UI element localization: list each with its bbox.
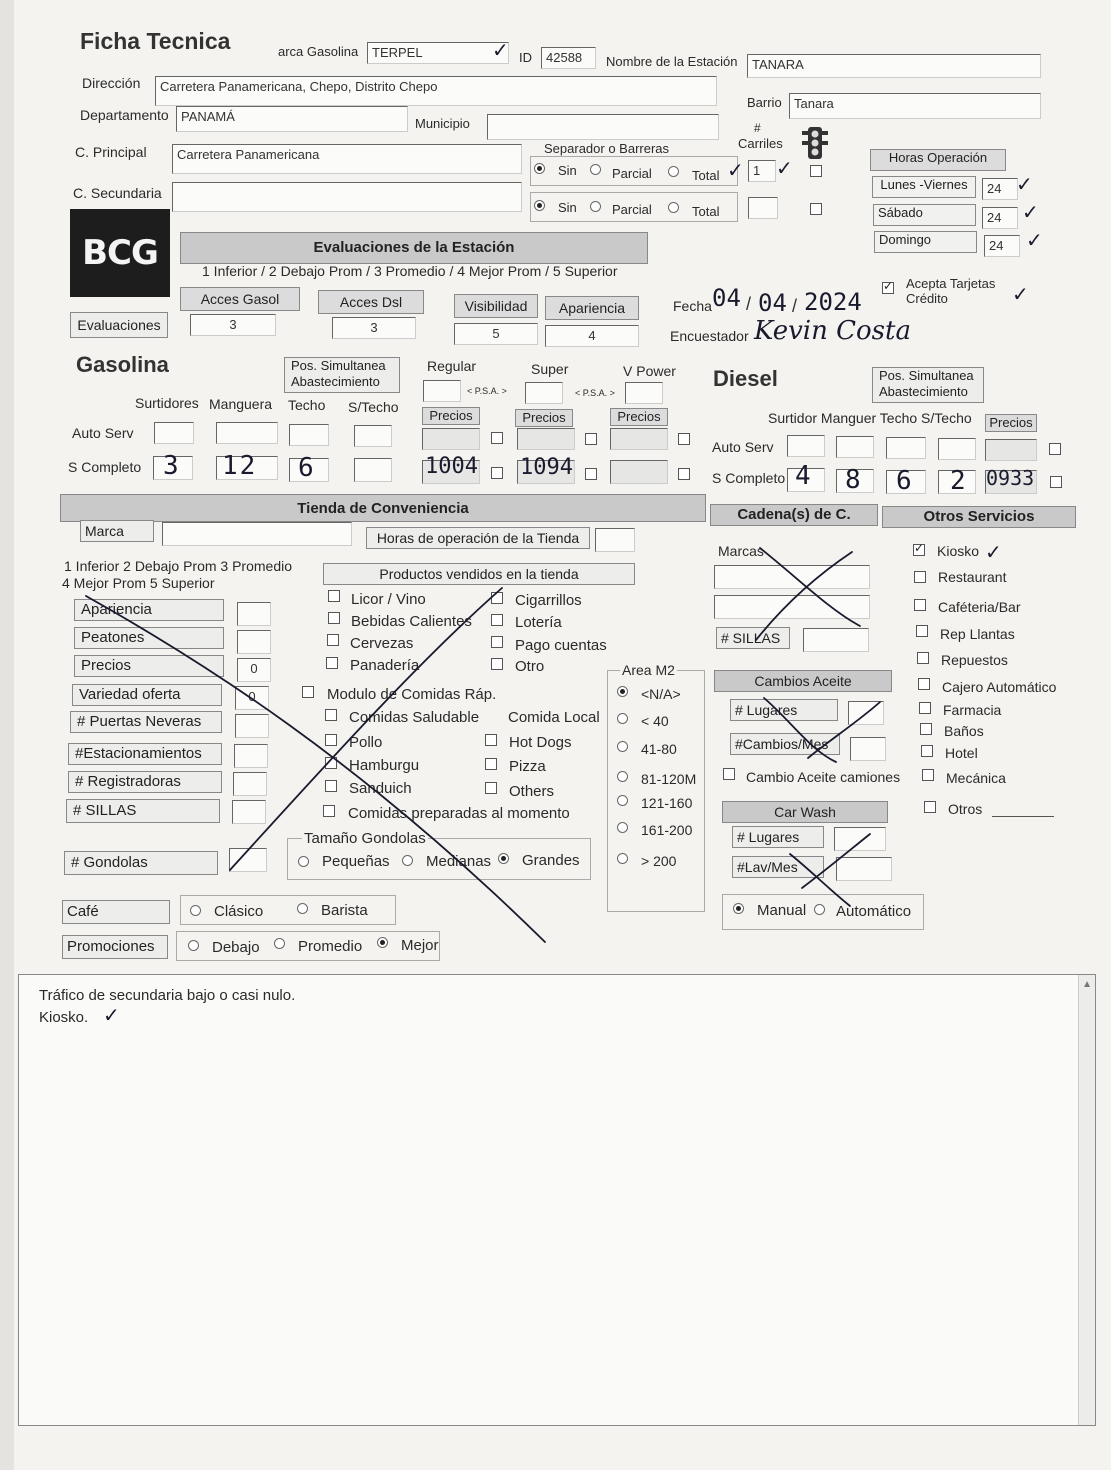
acces-gasol-label: Acces Gasol: [180, 287, 300, 311]
check-mark: ✓: [492, 40, 509, 62]
acepta-tarjetas-label-1: Acepta Tarjetas: [906, 276, 996, 291]
as-surtidores[interactable]: [154, 422, 194, 444]
sep2-total-label: Total: [692, 204, 720, 219]
tienda-scale-2: 4 Mejor Prom 5 Superior: [62, 575, 215, 591]
pollo-checkbox[interactable]: [325, 734, 337, 746]
sc-manguera: 12: [222, 451, 258, 481]
marca-label: arca Gasolina: [278, 44, 359, 59]
check-mark: ✓: [1026, 230, 1043, 252]
fecha-day[interactable]: 04: [712, 284, 741, 312]
horas-operacion-button[interactable]: Horas Operación: [870, 149, 1006, 171]
super-label: Super: [531, 361, 569, 377]
encuestador-value[interactable]: Kevin Costa: [754, 316, 911, 346]
sanduich-label: Sanduich: [349, 780, 412, 797]
area-label: Area M2: [622, 662, 675, 678]
prod-cervezas-checkbox[interactable]: [327, 634, 339, 646]
c-principal-label: C. Principal: [75, 144, 147, 160]
departamento-label: Departamento: [80, 107, 169, 123]
tamano-grandes-label: Grandes: [522, 852, 580, 869]
diesel-title: Diesel: [713, 366, 778, 391]
as-precio-vpower[interactable]: [610, 428, 668, 450]
as-vpower-check[interactable]: [678, 433, 690, 445]
d-sc-stecho: 2: [950, 466, 968, 496]
gondolas-field[interactable]: [229, 848, 267, 872]
tienda-val-puertas[interactable]: [235, 714, 269, 738]
cafe-clasico-label: Clásico: [214, 903, 264, 920]
area-81-120-radio[interactable]: [617, 771, 628, 782]
sc-precio-vpower[interactable]: [610, 460, 668, 484]
as-manguera[interactable]: [216, 422, 278, 444]
psa-label: < P.S.A. >: [575, 388, 615, 398]
d-as-precio[interactable]: [985, 439, 1037, 461]
marca-label: Marca: [80, 520, 154, 542]
lunes-viernes-field[interactable]: 24: [982, 178, 1018, 200]
fecha-sep: /: [746, 294, 752, 314]
diesel-auto-serv: Auto Serv: [712, 439, 774, 455]
evaluaciones-header: Evaluaciones de la Estación: [180, 232, 648, 264]
comida-saludable-checkbox[interactable]: [325, 709, 337, 721]
area-na-radio[interactable]: [617, 686, 628, 697]
otros-hotel-checkbox[interactable]: [921, 745, 933, 757]
others-checkbox[interactable]: [485, 782, 497, 794]
diesel-pos-simultanea: [872, 367, 984, 403]
otros-underline: [992, 816, 1054, 817]
carriles-check-2[interactable]: [810, 203, 822, 215]
carriles-field-2[interactable]: [748, 197, 778, 219]
area-40-label: < 40: [641, 713, 669, 729]
otros-banos-label: Baños: [944, 723, 984, 739]
d-as-surtidor[interactable]: [787, 435, 825, 457]
promo-promedio-label: Promedio: [298, 938, 363, 955]
horas-tienda-field[interactable]: [595, 528, 635, 552]
encuestador-label: Encuestador: [670, 328, 749, 344]
sep2-sin-radio[interactable]: [534, 200, 545, 211]
otros-repuestos-label: Repuestos: [941, 652, 1008, 668]
page-title: Ficha Tecnica: [80, 28, 231, 54]
ca-cambios-mes-label: #Cambios/Mes: [730, 733, 840, 755]
cw-lav-mes-label: #Lav/Mes: [732, 856, 824, 878]
marcas-field-2[interactable]: [714, 595, 870, 619]
area-200-label: > 200: [641, 853, 677, 869]
prod-loteria-label: Lotería: [515, 614, 562, 631]
tienda-row-apariencia: Apariencia: [74, 599, 224, 621]
check-mark: ✓: [985, 542, 1002, 564]
municipio-field[interactable]: [487, 114, 719, 140]
d-as-manguera[interactable]: [836, 436, 874, 458]
tienda-header: Tienda de Conveniencia: [60, 494, 706, 522]
cadena-sillas-field[interactable]: [803, 628, 869, 652]
gasolina-pos-simultanea: [284, 357, 400, 393]
scroll-up-icon[interactable]: ▲: [1082, 979, 1092, 990]
gondolas-label: # Gondolas: [64, 851, 218, 875]
precios-regular-label: Precios: [422, 407, 480, 425]
sep1-total-radio[interactable]: [668, 166, 679, 177]
promociones-label: Promociones: [62, 935, 168, 959]
prod-otro-label: Otro: [515, 658, 545, 675]
otros-farmacia-checkbox[interactable]: [919, 702, 931, 714]
carriles-hash: #: [754, 121, 761, 135]
hotdogs-checkbox[interactable]: [485, 734, 497, 746]
otros-llantas-label: Rep Llantas: [940, 626, 1015, 642]
tienda-scale-1: 1 Inferior 2 Debajo Prom 3 Promedio: [64, 558, 292, 574]
cadena-sillas-label: # SILLAS: [716, 627, 790, 649]
apariencia-field[interactable]: 4: [545, 325, 639, 347]
acepta-tarjetas-checkbox[interactable]: [882, 282, 894, 294]
sep1-sin-label: Sin: [558, 163, 577, 178]
otros-header: Otros Servicios: [882, 506, 1076, 528]
sabado-field[interactable]: 24: [982, 207, 1018, 229]
area-na-label: <N/A>: [641, 686, 681, 702]
prod-licor-label: Licor / Vino: [351, 591, 426, 608]
preparadas-checkbox[interactable]: [323, 805, 335, 817]
hotdogs-label: Hot Dogs: [509, 734, 572, 751]
bcg-logo: BCG: [70, 209, 170, 297]
diesel-precios-label: Precios: [985, 414, 1037, 432]
acces-dsl-field[interactable]: 3: [332, 317, 416, 339]
sep1-sin-radio[interactable]: [534, 163, 545, 174]
modulo-checkbox[interactable]: [302, 686, 314, 698]
tienda-row-precios: Precios: [74, 655, 224, 677]
apariencia-label: Apariencia: [545, 296, 639, 320]
otros-hotel-label: Hotel: [945, 745, 978, 761]
otros-otros-checkbox[interactable]: [924, 801, 936, 813]
sep2-parcial-radio[interactable]: [590, 201, 601, 212]
vpower-label: V Power: [623, 363, 676, 379]
tienda-val-estacionamientos[interactable]: [234, 744, 268, 768]
pos-line-2: Abastecimiento: [879, 384, 968, 399]
acepta-tarjetas-label-2: Crédito: [906, 291, 948, 306]
tamano-label: Tamaño Gondolas: [304, 830, 426, 847]
promo-mejor-label: Mejor: [401, 937, 439, 954]
sabado-label: Sábado: [873, 204, 976, 226]
tamano-medianas-radio[interactable]: [402, 855, 413, 866]
as-super-check[interactable]: [585, 433, 597, 445]
cw-manual-radio[interactable]: [733, 903, 744, 914]
comida-local-label: Comida Local: [508, 709, 600, 726]
prod-panaderia-checkbox[interactable]: [326, 657, 338, 669]
c-secundaria-field[interactable]: [172, 182, 522, 212]
notes-line-2: Kiosko.: [39, 1009, 89, 1026]
prod-loteria-checkbox[interactable]: [491, 614, 503, 626]
sc-techo: 6: [298, 453, 316, 483]
col-surtidores: Surtidores: [135, 395, 199, 411]
otros-cafeteria-label: Caféteria/Bar: [938, 599, 1021, 615]
d-sc-precio: 0933: [986, 466, 1035, 490]
cw-automatico-label: Automático: [836, 903, 912, 920]
id-field[interactable]: 42588: [541, 47, 596, 69]
id-label: ID: [519, 50, 532, 65]
tienda-val-variedad[interactable]: 0: [235, 686, 269, 710]
sc-vpower-check[interactable]: [678, 468, 690, 480]
as-regular-check[interactable]: [491, 432, 503, 444]
evaluaciones-scale: 1 Inferior / 2 Debajo Prom / 3 Promedio / 4 Mejor Prom / 5 Superior: [202, 263, 618, 279]
prod-pago-checkbox[interactable]: [491, 636, 503, 648]
separador-label: Separador o Barreras: [544, 141, 670, 156]
area-group: [607, 670, 705, 912]
area-121-160-label: 121-160: [641, 795, 693, 811]
cw-lugares-field[interactable]: [834, 827, 886, 851]
cw-manual-label: Manual: [757, 902, 807, 919]
d-sc-manguera: 8: [845, 465, 863, 495]
productos-label: Productos vendidos en la tienda: [323, 563, 635, 585]
tienda-val-precios[interactable]: 0: [237, 658, 271, 682]
psa-label: < P.S.A. >: [467, 386, 507, 396]
cw-lugares-label: # Lugares: [732, 826, 824, 848]
otros-mecanica-label: Mecánica: [946, 770, 1006, 786]
ca-camiones-checkbox[interactable]: [723, 768, 735, 780]
pizza-label: Pizza: [509, 758, 546, 775]
check-mark: ✓: [727, 160, 744, 182]
otros-llantas-checkbox[interactable]: [916, 625, 928, 637]
precios-super-label: Precios: [515, 409, 573, 427]
prod-otro-checkbox[interactable]: [491, 658, 503, 670]
direccion-field[interactable]: Carretera Panamericana, Chepo, Distrito Chepo: [155, 76, 717, 106]
prod-licor-checkbox[interactable]: [328, 590, 340, 602]
sc-stecho[interactable]: [354, 458, 392, 482]
tamano-grandes-radio[interactable]: [498, 853, 509, 864]
d-as-check[interactable]: [1049, 443, 1061, 455]
modulo-label: Modulo de Comidas Ráp.: [327, 686, 497, 703]
domingo-label: Domingo: [874, 231, 977, 253]
acces-gasol-field[interactable]: 3: [190, 314, 276, 336]
c-secundaria-label: C. Secundaria: [73, 185, 162, 201]
sep1-total-label: Total: [692, 168, 720, 183]
prod-bebidas-label: Bebidas Calientes: [351, 613, 472, 630]
prod-panaderia-label: Panadería: [350, 657, 420, 674]
check-mark: ✓: [103, 1005, 120, 1027]
ca-cambios-mes-field[interactable]: [850, 737, 886, 761]
nombre-field[interactable]: TANARA: [747, 54, 1041, 78]
diesel-columns: Surtidor Manguer Techo S/Techo: [768, 410, 972, 426]
otros-cajero-checkbox[interactable]: [918, 678, 930, 690]
tienda-row-variedad: Variedad oferta: [72, 684, 222, 706]
tienda-val-sillas[interactable]: [232, 800, 266, 824]
tamano-medianas-label: Medianas: [426, 853, 492, 870]
visibilidad-label: Visibilidad: [454, 294, 538, 318]
cw-automatico-radio[interactable]: [814, 904, 825, 915]
area-121-160-radio[interactable]: [617, 795, 628, 806]
area-81-120-label: 81-120M: [641, 771, 697, 787]
otros-mecanica-checkbox[interactable]: [922, 769, 934, 781]
prod-pago-label: Pago cuentas: [515, 637, 607, 654]
promo-mejor-radio[interactable]: [377, 937, 388, 948]
others-label: Others: [509, 783, 555, 800]
diesel-s-completo: S Completo: [712, 470, 786, 486]
hamburgu-checkbox[interactable]: [325, 757, 337, 769]
evaluaciones-row-label: Evaluaciones: [70, 312, 168, 338]
tamano-pequenas-radio[interactable]: [298, 856, 309, 867]
as-stecho[interactable]: [354, 425, 392, 447]
area-161-200-radio[interactable]: [617, 822, 628, 833]
col-techo: Techo: [288, 397, 326, 413]
area-161-200-label: 161-200: [641, 822, 693, 838]
preparadas-label: Comidas preparadas al momento: [348, 805, 570, 822]
pos-line-1: Pos. Simultanea: [879, 368, 974, 383]
sc-precio-regular: 1004: [425, 454, 478, 479]
tienda-val-apariencia[interactable]: [237, 602, 271, 626]
auto-serv-label: Auto Serv: [72, 425, 134, 441]
cafe-clasico-radio[interactable]: [190, 905, 201, 916]
marcas-label: Marcas: [718, 543, 764, 559]
sep1-parcial-label: Parcial: [612, 166, 652, 181]
barrio-label: Barrio: [747, 95, 782, 110]
prod-cervezas-label: Cervezas: [350, 635, 414, 652]
check-mark: ✓: [776, 158, 793, 180]
check-mark: ✓: [1012, 284, 1029, 306]
pollo-label: Pollo: [349, 734, 383, 751]
fecha-label: Fecha: [673, 298, 712, 314]
carwash-header: Car Wash: [722, 801, 888, 823]
d-sc-techo: 6: [896, 466, 914, 496]
precios-vpower-label: Precios: [610, 408, 668, 426]
cadena-header: Cadena(s) de C.: [710, 504, 878, 526]
vpower-pos-field[interactable]: [625, 382, 663, 404]
cambios-aceite-header: Cambios Aceite: [714, 670, 892, 692]
sep1-parcial-radio[interactable]: [590, 164, 601, 175]
marca-field[interactable]: TERPEL: [367, 42, 509, 64]
prod-bebidas-checkbox[interactable]: [328, 612, 340, 624]
ca-lugares-label: # Lugares: [730, 699, 838, 721]
check-mark: ✓: [1022, 202, 1039, 224]
as-precio-super[interactable]: [517, 428, 575, 450]
fecha-month[interactable]: 04: [758, 289, 787, 317]
comida-saludable-label: Comidas Saludable: [349, 709, 480, 726]
notes-line-1: Tráfico de secundaria bajo o casi nulo.: [39, 987, 296, 1004]
pizza-checkbox[interactable]: [485, 758, 497, 770]
visibilidad-field[interactable]: 5: [454, 323, 538, 345]
promo-debajo-label: Debajo: [212, 939, 260, 956]
check-mark: ✓: [1016, 174, 1033, 196]
carriles-field-1[interactable]: 1: [748, 160, 776, 182]
col-stecho: S/Techo: [348, 399, 399, 415]
traffic-light-icon: [800, 125, 830, 161]
cafe-barista-label: Barista: [321, 902, 368, 919]
hamburgu-label: Hamburgu: [349, 757, 420, 774]
cafe-label: Café: [62, 900, 170, 924]
prod-cigarrillos-checkbox[interactable]: [491, 592, 503, 604]
otros-cajero-label: Cajero Automático: [942, 679, 1057, 695]
carriles-check-1[interactable]: [810, 165, 822, 177]
ca-lugares-field[interactable]: [848, 701, 884, 725]
barrio-field[interactable]: Tanara: [789, 93, 1041, 119]
tienda-row-sillas: # SILLAS: [66, 799, 220, 823]
otros-cafeteria-checkbox[interactable]: [914, 599, 926, 611]
horas-tienda-label: Horas de operación de la Tienda: [366, 527, 590, 549]
otros-kiosko-label: Kiosko: [937, 543, 980, 559]
sc-precio-super: 1094: [520, 455, 573, 480]
lunes-viernes-label: Lunes -Viernes: [872, 176, 976, 198]
area-200-radio[interactable]: [617, 853, 628, 864]
sep2-sin-label: Sin: [558, 200, 577, 215]
notes-textarea[interactable]: [18, 974, 1096, 1426]
as-techo[interactable]: [289, 424, 329, 446]
cafe-barista-radio[interactable]: [297, 903, 308, 914]
tienda-marca-field[interactable]: [162, 522, 352, 546]
d-sc-check[interactable]: [1050, 476, 1062, 488]
otros-banos-checkbox[interactable]: [920, 723, 932, 735]
carriles-label: Carriles: [738, 136, 783, 151]
col-manguera: Manguera: [209, 396, 273, 412]
area-41-80-radio[interactable]: [617, 741, 628, 752]
otros-kiosko-checkbox[interactable]: [913, 544, 925, 556]
tienda-row-estacionamientos: #Estacionamientos: [68, 743, 222, 765]
sc-super-check[interactable]: [585, 468, 597, 480]
super-pos-field[interactable]: [525, 382, 563, 404]
s-completo-label: S Completo: [68, 459, 142, 475]
sc-surtidores: 3: [163, 451, 181, 481]
tienda-val-registradoras[interactable]: [233, 772, 267, 796]
fecha-year[interactable]: 2024: [804, 288, 862, 316]
ca-camiones-label: Cambio Aceite camiones: [746, 769, 901, 785]
d-as-techo[interactable]: [886, 437, 926, 459]
otros-farmacia-label: Farmacia: [943, 702, 1002, 718]
promo-promedio-radio[interactable]: [274, 938, 285, 949]
tienda-row-puertas: # Puertas Neveras: [70, 711, 222, 733]
domingo-field[interactable]: 24: [984, 235, 1020, 257]
pos-line-1: Pos. Simultanea: [291, 358, 386, 373]
prod-cigarrillos-label: Cigarrillos: [515, 592, 582, 609]
tienda-row-peatones: Peatones: [74, 627, 224, 649]
scrollbar[interactable]: [1078, 975, 1095, 1425]
municipio-label: Municipio: [415, 116, 470, 131]
fecha-sep: /: [792, 296, 798, 316]
otros-repuestos-checkbox[interactable]: [917, 652, 929, 664]
area-41-80-label: 41-80: [641, 741, 677, 757]
c-principal-field[interactable]: Carretera Panamericana: [172, 144, 522, 174]
gasolina-title: Gasolina: [76, 352, 169, 377]
d-sc-surtidor: 4: [795, 461, 813, 491]
sep2-total-radio[interactable]: [668, 202, 679, 213]
as-precio-regular[interactable]: [422, 428, 480, 450]
otros-otros-label: Otros: [948, 801, 983, 817]
regular-pos-field[interactable]: [423, 380, 461, 402]
promo-debajo-radio[interactable]: [188, 940, 199, 951]
area-40-radio[interactable]: [617, 713, 628, 724]
tienda-row-registradoras: # Registradoras: [68, 771, 222, 793]
d-as-stecho[interactable]: [938, 438, 976, 460]
otros-restaurant-label: Restaurant: [938, 569, 1007, 585]
pos-line-2: Abastecimiento: [291, 374, 380, 389]
sc-regular-check[interactable]: [491, 467, 503, 479]
marcas-field-1[interactable]: [714, 565, 870, 589]
tienda-val-peatones[interactable]: [237, 630, 271, 654]
sanduich-checkbox[interactable]: [325, 780, 337, 792]
acces-dsl-label: Acces Dsl: [318, 290, 424, 314]
regular-label: Regular: [427, 358, 477, 374]
departamento-field[interactable]: PANAMÁ: [176, 106, 408, 132]
otros-restaurant-checkbox[interactable]: [914, 571, 926, 583]
tamano-pequenas-label: Pequeñas: [322, 853, 390, 870]
sep2-parcial-label: Parcial: [612, 202, 652, 217]
nombre-label: Nombre de la Estación: [606, 54, 738, 69]
cw-lav-mes-field[interactable]: [836, 857, 892, 881]
direccion-label: Dirección: [82, 75, 141, 91]
